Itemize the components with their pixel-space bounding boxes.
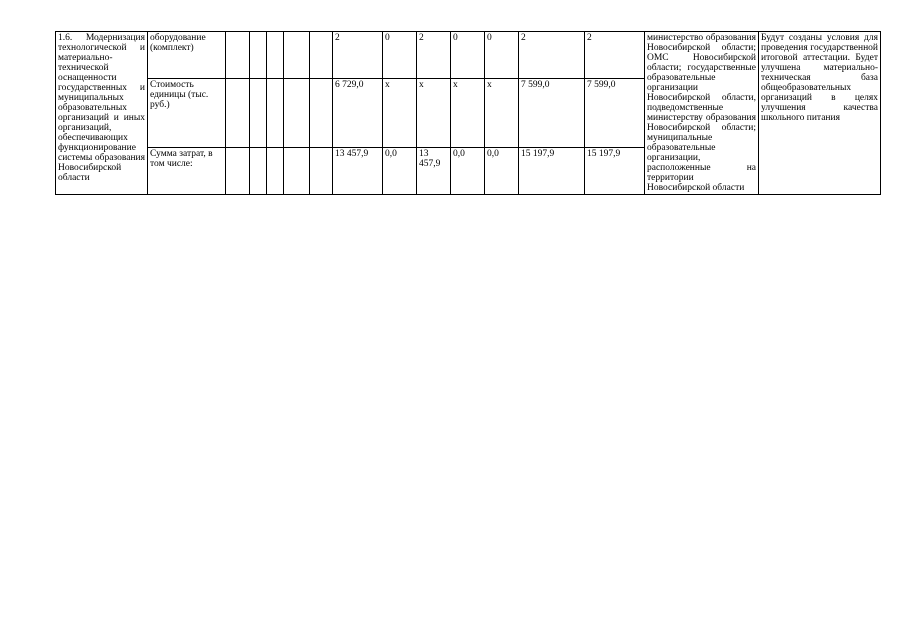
code-cell [284,32,310,79]
code-cell [250,79,267,147]
value-cell: 2 [519,32,585,79]
value-cell: 2 [417,32,451,79]
value-cell: х [383,79,417,147]
budget-table [55,31,881,195]
value-cell: х [451,79,485,147]
value-cell: 6 729,0 [333,79,383,147]
value-cell: 0,0 [383,147,417,194]
code-cell [267,79,284,147]
value-cell: 0 [383,32,417,79]
value-cell: 0,0 [485,147,519,194]
value-cell: х [417,79,451,147]
value-cell: 2 [333,32,383,79]
table-row [56,32,881,79]
indicator-label: Сумма затрат, в том числе: [148,147,226,194]
value-cell: 7 599,0 [519,79,585,147]
value-cell: 15 197,9 [519,147,585,194]
indicator-label: оборудование (комплект) [148,32,226,79]
code-cell [310,147,333,194]
value-cell: 0 [485,32,519,79]
value-cell: 2 [585,32,645,79]
code-cell [284,147,310,194]
result-cell: Будут созданы условия для проведения государственной итоговой аттестации. Будет улучшена материально-техническая база общеобразовательных организаций в целях улучшения качества школьного питания [759,32,881,195]
activity-name: 1.6. Модернизация технологической и материально-технической оснащенности государственных и муниципальных образовательных организаций и иных организаций, обеспечивающих функционирование системы образования Новосибирской области [56,32,148,195]
code-cell [250,147,267,194]
code-cell [250,32,267,79]
value-cell: 13 457,9 [417,147,451,194]
code-cell [284,79,310,147]
value-cell: х [485,79,519,147]
indicator-label: Стоимость единицы (тыс. руб.) [148,79,226,147]
value-cell: 7 599,0 [585,79,645,147]
code-cell [226,79,250,147]
value-cell: 0 [451,32,485,79]
code-cell [310,79,333,147]
code-cell [226,32,250,79]
code-cell [226,147,250,194]
code-cell [310,32,333,79]
value-cell: 0,0 [451,147,485,194]
code-cell [267,32,284,79]
executor-cell: министерство образования Новосибирской области; ОМС Новосибирской области; государственные образовательные организации Новосибирской области, подведомственные министерству образования Новосибирской области; муниципальные образовательные организации, расположенные на территории Новосибирской области [645,32,759,195]
value-cell: 13 457,9 [333,147,383,194]
value-cell: 15 197,9 [585,147,645,194]
code-cell [267,147,284,194]
